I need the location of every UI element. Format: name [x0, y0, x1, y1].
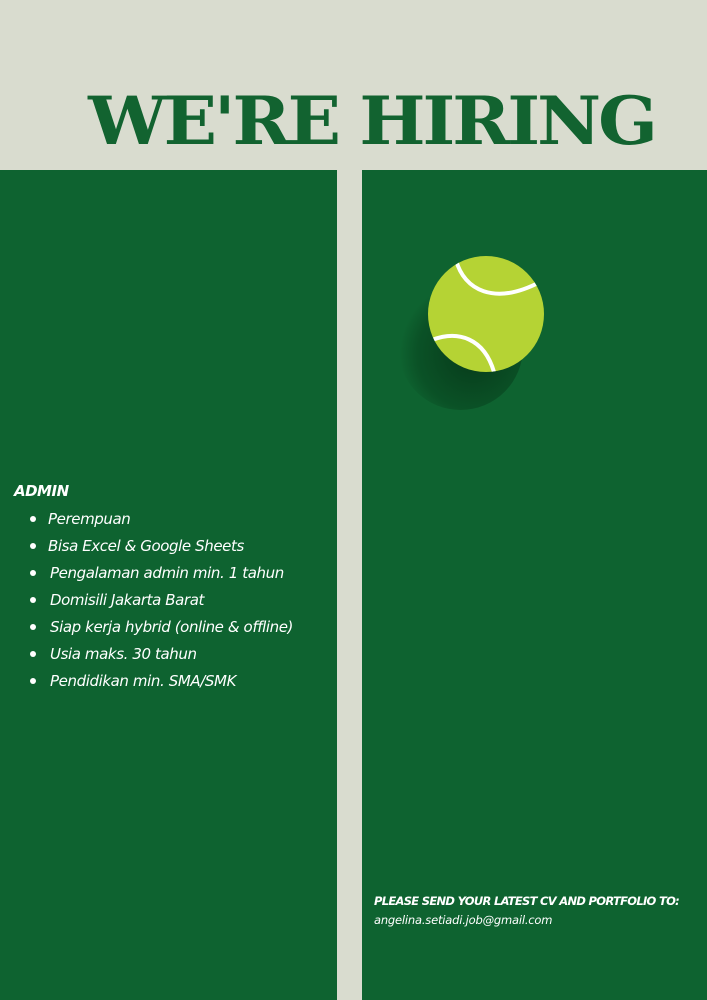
- list-item: Pengalaman admin min. 1 tahun: [30, 561, 293, 588]
- bullet-icon: [30, 570, 36, 576]
- list-item: Perempuan: [30, 507, 293, 534]
- list-item: Usia maks. 30 tahun: [30, 642, 293, 669]
- list-item: Domisili Jakarta Barat: [30, 588, 293, 615]
- list-item: Pendidikan min. SMA/SMK: [30, 669, 293, 696]
- job-title: ADMIN: [14, 482, 69, 500]
- list-item: Siap kerja hybrid (online & offline): [30, 615, 293, 642]
- tennis-ball-icon: [428, 256, 544, 372]
- bullet-icon: [30, 651, 36, 657]
- requirements-list: [30, 507, 293, 696]
- headline: WE'RE HIRING: [88, 81, 655, 160]
- contact-email: angelina.setiadi.job@gmail.com: [374, 913, 553, 927]
- bullet-icon: [30, 543, 36, 549]
- list-item: Bisa Excel & Google Sheets: [30, 534, 293, 561]
- bullet-icon: [30, 624, 36, 630]
- bullet-icon: [30, 597, 36, 603]
- contact-heading: PLEASE SEND YOUR LATEST CV AND PORTFOLIO TO:: [374, 894, 680, 908]
- bullet-icon: [30, 516, 36, 522]
- bullet-icon: [30, 678, 36, 684]
